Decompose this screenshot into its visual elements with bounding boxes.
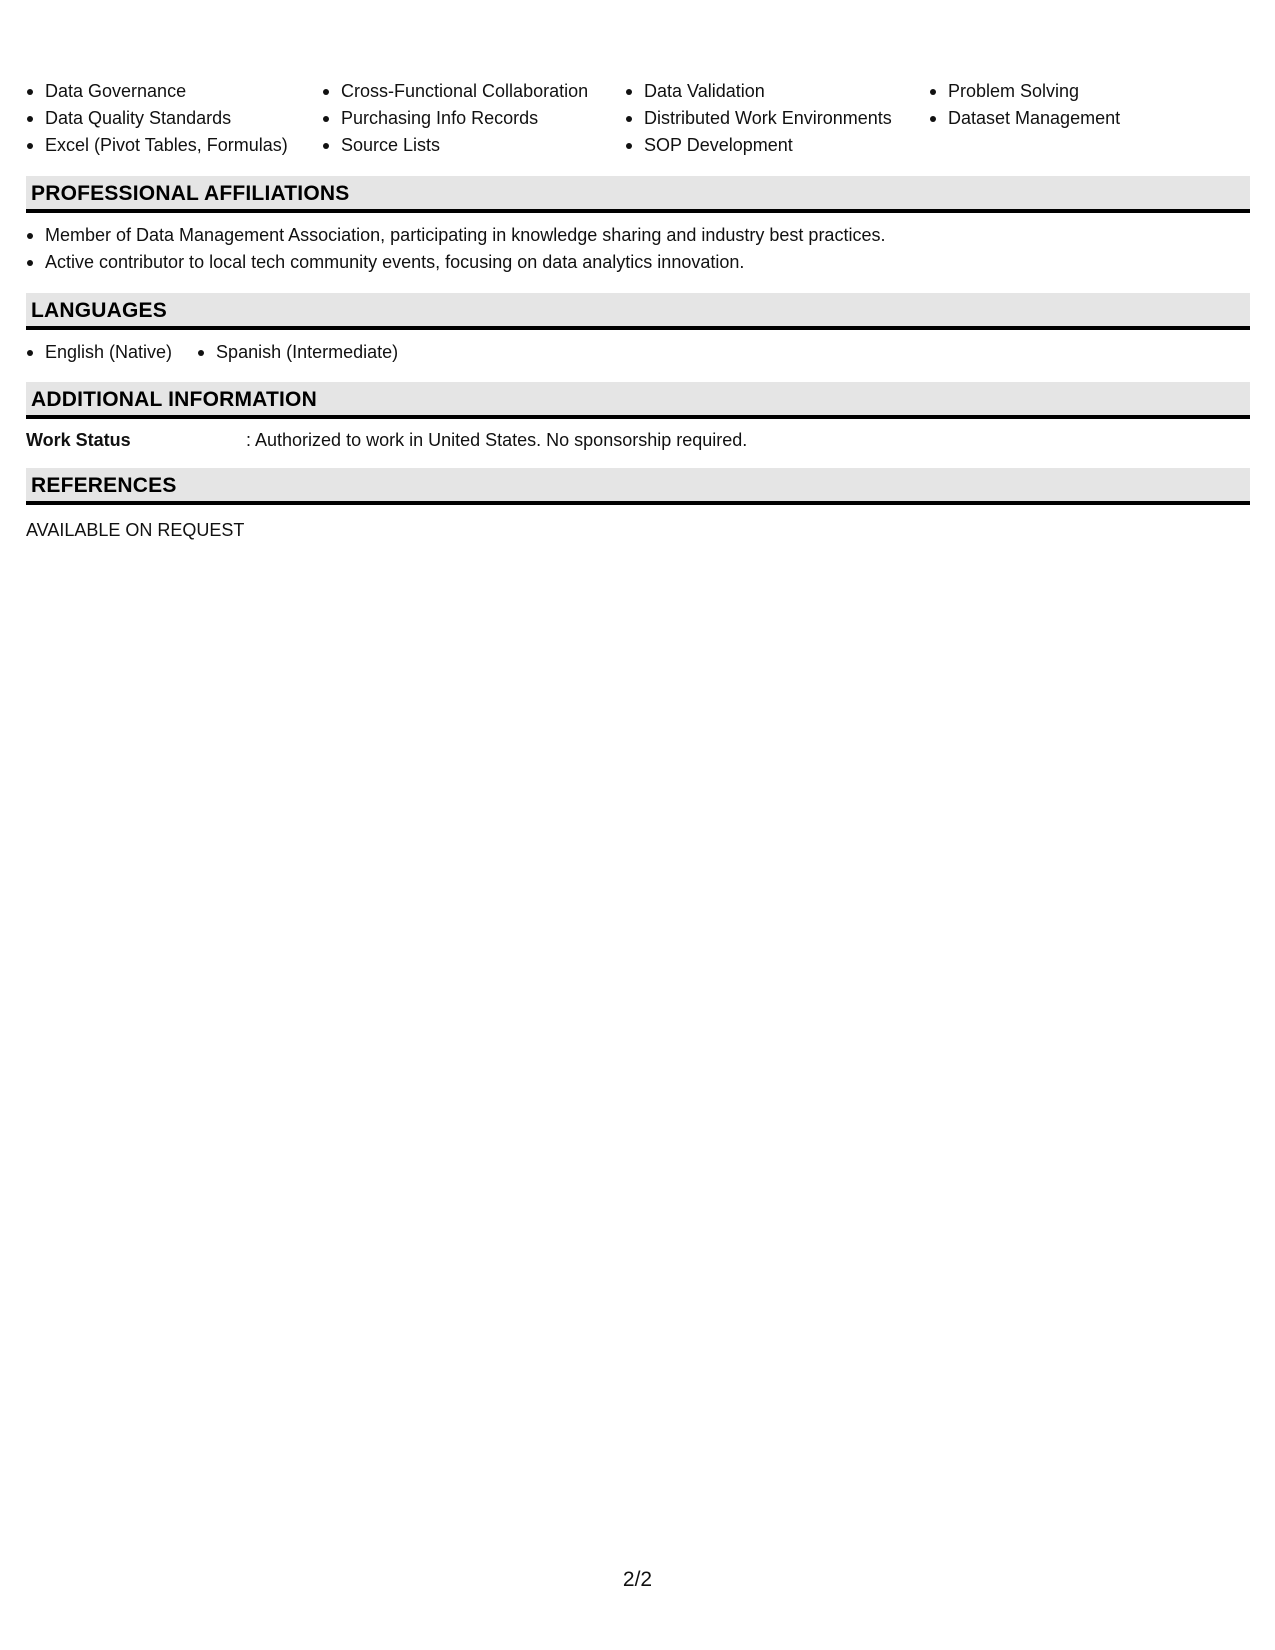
references-section-title: REFERENCES (31, 474, 177, 497)
skill-item: SOP Development (625, 132, 892, 159)
skill-item: Problem Solving (929, 78, 1120, 105)
languages-section-header (26, 293, 1250, 330)
work-status-row (26, 428, 1250, 452)
language-item: English (Native) (26, 339, 172, 366)
references-section-header (26, 468, 1250, 505)
skill-item: Data Governance (26, 78, 288, 105)
skill-item: Dataset Management (929, 105, 1120, 132)
skills-column-3 (625, 78, 892, 159)
skill-item: Purchasing Info Records (322, 105, 588, 132)
skill-item: Data Quality Standards (26, 105, 288, 132)
languages-list (26, 339, 423, 366)
affiliation-item: Active contributor to local tech community events, focusing on data analytics innovation. (26, 249, 885, 276)
skill-item: Distributed Work Environments (625, 105, 892, 132)
affiliations-list (26, 222, 885, 276)
skills-column-4 (929, 78, 1120, 132)
work-status-value: : Authorized to work in United States. No sponsorship required. (246, 430, 748, 450)
work-status-label: Work Status (26, 430, 131, 450)
skill-item: Cross-Functional Collaboration (322, 78, 588, 105)
additional-info-section-header (26, 382, 1250, 419)
page-number: 2/2 (622, 1568, 653, 1591)
languages-section-title: LANGUAGES (31, 299, 167, 322)
skill-item: Source Lists (322, 132, 588, 159)
skills-column-2 (322, 78, 588, 159)
skill-item: Data Validation (625, 78, 892, 105)
additional-info-section-title: ADDITIONAL INFORMATION (31, 388, 317, 411)
language-item: Spanish (Intermediate) (197, 339, 398, 366)
skills-grid (26, 78, 1250, 162)
skills-column-1 (26, 78, 288, 159)
affiliations-section-header (26, 176, 1250, 213)
affiliation-item: Member of Data Management Association, participating in knowledge sharing and industry best practices. (26, 222, 885, 249)
affiliations-section-title: PROFESSIONAL AFFILIATIONS (31, 182, 350, 205)
skill-item: Excel (Pivot Tables, Formulas) (26, 132, 288, 159)
references-text: AVAILABLE ON REQUEST (26, 520, 245, 540)
